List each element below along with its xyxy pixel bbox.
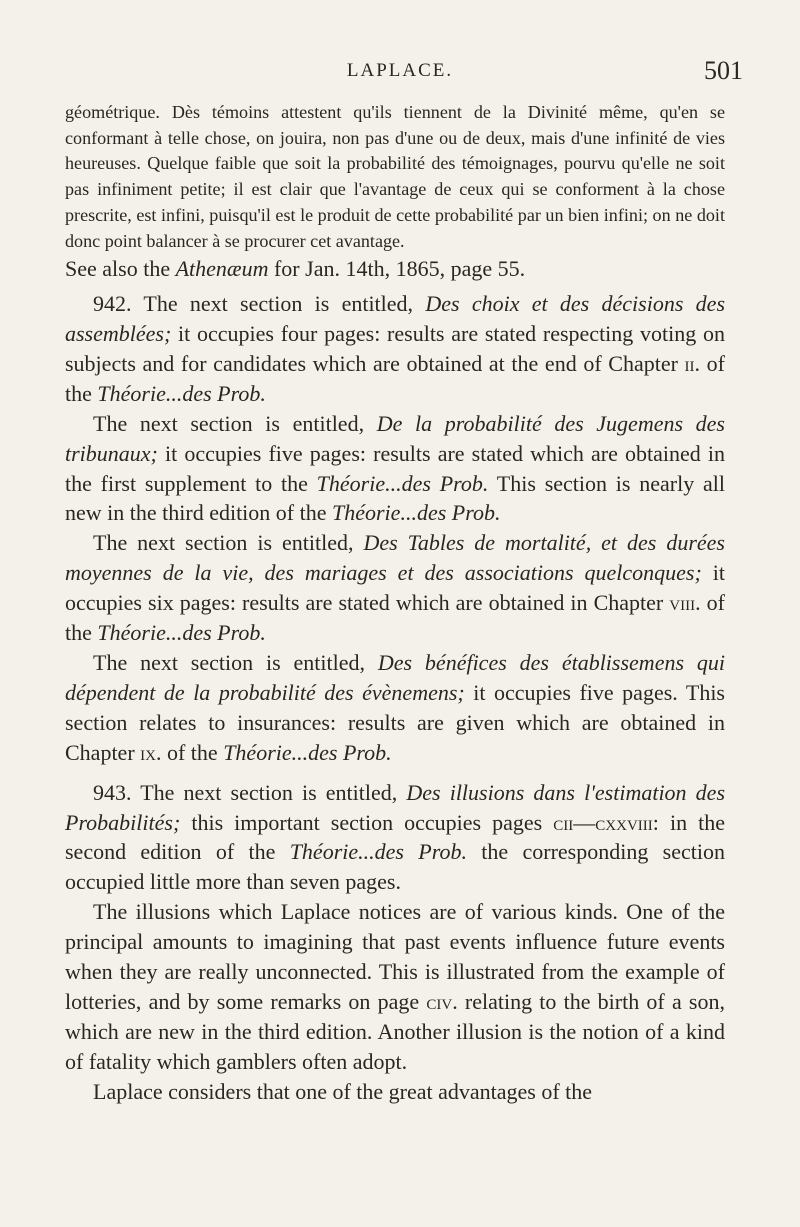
paragraph-943: 943. The next section is entitled, Des illusions dans l'estimation des Probabilités; this important section occupies pages cii—cxxviii: in the second edition of the Théorie...des Prob. the corresponding section occupied little more than seven pages. bbox=[65, 779, 726, 895]
paragraph-942: 942. The next section is entitled, Des choix et des décisions des assemblées; it occupies four pages: results are stated respecting voting on subjects and for candidates which are obtained at the end of Chapter ii. of the Théorie...des Prob. bbox=[65, 291, 726, 406]
paragraph-tribunaux: The next section is entitled, De la probabilité des Jugemens des tribunaux; it occupies five pages: results are stated which are obtained in the first supplement to the Théorie...des Prob. This section is nearly all new in the third edition of the Théorie...des Prob. bbox=[65, 410, 725, 526]
paragraph-advantages: Laplace considers that one of the great advantages of the bbox=[93, 1078, 593, 1104]
page-body bbox=[65, 100, 725, 1107]
running-title: LAPLACE. bbox=[346, 60, 454, 81]
page-number: 501 bbox=[704, 56, 743, 85]
paragraph-see-also: See also the Athenæum for Jan. 14th, 1865, page 55. bbox=[65, 256, 526, 282]
running-head bbox=[0, 56, 800, 86]
paragraph-mortalite: The next section is entitled, Des Tables de mortalité, et des durées moyennes de la vie, des mariages et des associations quelconques; it occupies six pages: results are stated which are obtained in Chapter viii. of the Théorie...des Prob. bbox=[65, 530, 725, 646]
paragraph-benefices: The next section is entitled, Des bénéfices des établissemens qui dépendent de la probabilité des évènemens; it occupies five pages. This section relates to insurances: results are given which are obtained in Chapter ix. of the Théorie...des Prob. bbox=[65, 650, 725, 765]
paragraph-illusions: The illusions which Laplace notices are of various kinds. One of the principal amounts to imagining that past events influence future events when they are really unconnected. This is illustrated from the example of lotteries, and by some remarks on page civ. relating to the birth of a son, which are new in the third edition. Another illusion is the notion of a kind of fatality which gamblers often adopt. bbox=[65, 899, 725, 1074]
french-quotation: géométrique. Dès témoins attestent qu'ils tiennent de la Divinité même, qu'en se conformant à telle chose, on jouira, non pas d'une ou de deux, mais d'une infinité de vies heureuses. Quelque faible que soit la probabilité des témoignages, pourvu qu'elle ne soit pas infiniment petite; il est clair que l'avantage de ceux qui se conforment à la chose prescrite, est infini, puisqu'il est le produit de cette probabilité par un bien infini; on ne doit donc point balancer à se procurer cet avantage. bbox=[65, 102, 725, 251]
journal-title: Athenæum bbox=[175, 256, 269, 282]
